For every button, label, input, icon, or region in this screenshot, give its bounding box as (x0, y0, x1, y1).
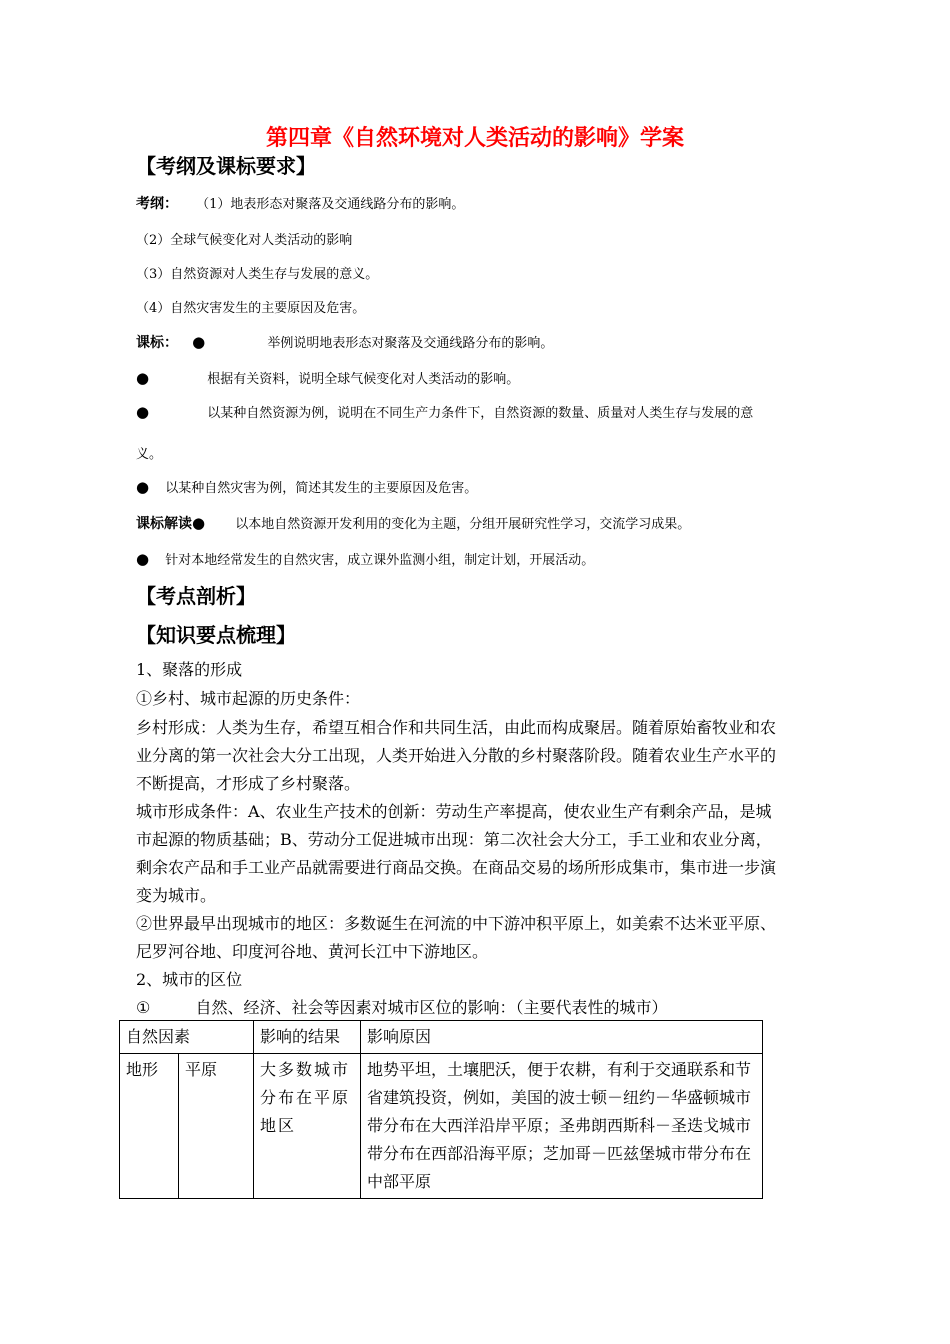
bullet-icon: ● (136, 403, 150, 421)
body-line: 城市形成条件：A、农业生产技术的创新：劳动生产率提高，使农业生产有剩余产品，是城 (136, 802, 772, 821)
table-header-cell: 自然因素 (120, 1021, 254, 1054)
kebiao-line-4 (136, 477, 477, 496)
table-cell-result: 大多数城市分布在平原地区 (254, 1054, 361, 1199)
body-line: 2、城市的区位 (136, 970, 243, 989)
kebiao-label: 课标： (136, 335, 178, 351)
jiedu-item-1: 以本地自然资源开发利用的变化为主题，分组开展研究性学习，交流学习成果。 (235, 517, 691, 532)
kaogang-label: 考纲： (136, 196, 178, 212)
body-line: ②世界最早出现城市的地区：多数诞生在河流的中下游冲积平原上，如美索不达米亚平原、 (136, 914, 777, 933)
kaogang-line-1 (136, 193, 464, 213)
jiedu-line-1 (136, 513, 690, 533)
kebiao-item-3: 以某种自然资源为例，说明在不同生产力条件下，自然资源的数量、质量对人类生存与发展的意 (207, 406, 754, 421)
item3-text: 自然、经济、社会等因素对城市区位的影响：（主要代表性的城市） (195, 998, 668, 1017)
table-cell-reason: 地势平坦，土壤肥沃，便于农耕，有利于交通联系和节省建筑投资，例如，美国的波士顿－纽约－华盛顿城市带分布在大西洋沿岸平原；圣弗朗西斯科－圣迭戈城市带分布在西部沿海平原；芝加哥－匹兹堡城市带分布在中部平原 (361, 1054, 763, 1199)
kebiao-item-3-cont: 义。 (136, 447, 163, 462)
factor-table (119, 1020, 763, 1199)
bullet-icon: ● (136, 478, 150, 496)
bullet-icon: ● (136, 369, 150, 387)
jiedu-line-2 (136, 549, 594, 568)
body-line: 尼罗河谷地、印度河谷地、黄河长江中下游地区。 (136, 942, 489, 961)
item3-number: ① (136, 998, 151, 1017)
kaogang-item-1: （1）地表形态对聚落及交通线路分布的影响。 (196, 197, 465, 212)
kaogang-item-3: （3）自然资源对人类生存与发展的意义。 (136, 267, 379, 282)
section-heading-analysis: 【考点剖析】 (136, 584, 256, 608)
kebiao-item-1: 举例说明地表形态对聚落及交通线路分布的影响。 (267, 336, 554, 351)
kebiao-line-3 (136, 402, 753, 421)
body-line: 乡村形成：人类为生存，希望互相合作和共同生活，由此而构成聚居。随着原始畜牧业和农 (136, 718, 777, 737)
kebiao-item-2: 根据有关资料，说明全球气候变化对人类活动的影响。 (207, 372, 520, 387)
table-header-cell: 影响的结果 (254, 1021, 361, 1054)
kaogang-item-4: （4）自然灾害发生的主要原因及危害。 (136, 301, 366, 316)
body-line: 业分离的第一次社会大分工出现，人类开始进入分散的乡村聚落阶段。随着农业生产水平的 (136, 746, 777, 765)
kebiao-line-1 (136, 332, 553, 352)
body-line: 1、聚落的形成 (136, 660, 243, 679)
page-title: 第四章《自然环境对人类活动的影响》学案 (265, 126, 684, 151)
kaogang-item-2: （2）全球气候变化对人类活动的影响 (136, 233, 353, 248)
kebiao-item-4: 以某种自然灾害为例，简述其发生的主要原因及危害。 (165, 481, 478, 496)
section-heading-requirements: 【考纲及课标要求】 (136, 154, 316, 178)
body-line-item3 (136, 995, 667, 1018)
body-line: 变为城市。 (136, 886, 217, 905)
bullet-icon: ● (192, 514, 206, 532)
table-header-row (120, 1021, 763, 1054)
section-heading-knowledge: 【知识要点梳理】 (136, 623, 296, 647)
kebiao-line-2 (136, 368, 519, 387)
jiedu-label: 课标解读 (136, 516, 192, 532)
body-line: 剩余农产品和手工业产品就需要进行商品交换。在商品交易的场所形成集市，集市进一步演 (136, 858, 777, 877)
body-line: 不断提高，才形成了乡村聚落。 (136, 774, 361, 793)
table-cell-factor: 地形 (120, 1054, 179, 1199)
bullet-icon: ● (192, 333, 206, 351)
table-row (120, 1054, 763, 1199)
table-cell-sub: 平原 (179, 1054, 254, 1199)
jiedu-item-2: 针对本地经常发生的自然灾害，成立课外监测小组，制定计划，开展活动。 (165, 553, 595, 568)
bullet-icon: ● (136, 550, 150, 568)
table-header-cell: 影响原因 (361, 1021, 763, 1054)
body-line: ①乡村、城市起源的历史条件： (136, 689, 361, 708)
body-line: 市起源的物质基础；B、劳动分工促进城市出现：第二次社会大分工，手工业和农业分离， (136, 830, 772, 849)
